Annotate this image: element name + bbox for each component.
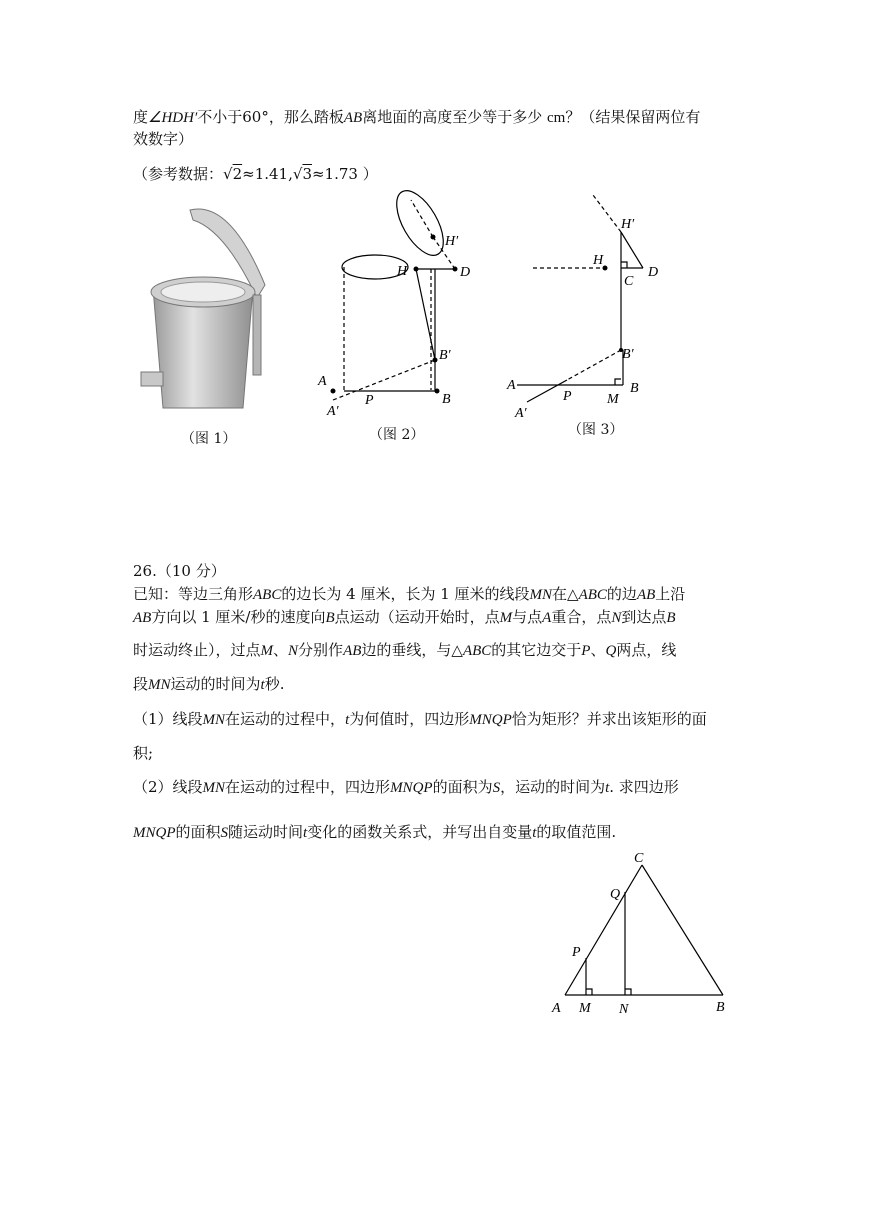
fig2-label-D: D	[460, 265, 471, 280]
question-1-line-1: （1）线段MN在运动的过程中，t为何值时，四边形MNQP恰为矩形？并求出该矩形的面	[133, 710, 707, 728]
problem-sentence-2: AB方向以 1 厘米/秒的速度向B点运动（运动开始时，点M与点A重合，点N到达点B	[133, 608, 676, 626]
reference-data: （参考数据：√2≈1.41,√3≈1.73 ）	[133, 165, 378, 183]
figure-1-caption: （图 1）	[181, 431, 237, 447]
fig2-label-A: A	[318, 374, 327, 389]
triangle-label-N: N	[619, 1002, 629, 1017]
fig2-label-A-prime: A′	[327, 404, 339, 419]
fig3-label-A: A	[507, 378, 516, 393]
fig3-label-M: M	[607, 392, 619, 407]
problem-sentence-1: 已知：等边三角形ABC的边长为 4 厘米，长为 1 厘米的线段MN在△ABC的边AB上沿	[133, 585, 686, 603]
fig3-label-B-prime: B′	[622, 347, 634, 362]
triangle-label-Q: Q	[610, 887, 621, 902]
fig3-label-D: D	[648, 265, 659, 280]
fig3-label-H: H	[593, 253, 604, 268]
figure-2-caption: （图 2）	[369, 427, 425, 443]
fig2-label-B: B	[442, 392, 451, 407]
triangle-label-M: M	[579, 1001, 591, 1016]
fig2-label-H-prime: H′	[445, 234, 459, 249]
triangle-label-B: B	[716, 1000, 725, 1015]
intro-line-1: 度∠HDH′不小于60°，那么踏板AB离地面的高度至少等于多少 cm？（结果保留两位有	[133, 108, 701, 126]
fig3-label-C: C	[624, 274, 634, 289]
fig3-label-H-prime: H′	[621, 217, 635, 232]
sqrt-sign: √2	[223, 165, 243, 183]
problem-sentence-4: 段MN运动的时间为t秒.	[133, 675, 285, 693]
fig3-label-B: B	[630, 381, 639, 396]
figure-3-caption: （图 3）	[568, 422, 624, 438]
problem-number: 26.（10 分）	[133, 562, 226, 580]
triangle-label-P: P	[572, 945, 581, 960]
fig3-label-A-prime: A′	[515, 406, 527, 421]
problem-sentence-3: 时运动终止），过点M、N分别作AB边的垂线，与△ABC的其它边交于P、Q两点，线	[133, 641, 677, 659]
triangle-label-C: C	[634, 851, 644, 866]
question-1-line-2: 积;	[133, 744, 154, 762]
question-2-line-2: MNQP的面积S随运动时间t变化的函数关系式，并写出自变量t的取值范围.	[133, 823, 617, 841]
fig3-label-P: P	[563, 389, 572, 404]
intro-line-2: 效数字）	[133, 130, 194, 148]
figure-2-diagram	[315, 185, 515, 425]
question-2-line-1: （2）线段MN在运动的过程中，四边形MNQP的面积为S，运动的时间为t. 求四边形	[133, 778, 679, 796]
figure-3-diagram	[505, 190, 685, 420]
triangle-abc-figure	[548, 850, 748, 1020]
fig2-label-H: H	[397, 264, 408, 279]
fig2-label-B-prime: B′	[439, 348, 451, 363]
figure-1-trash-can	[135, 200, 275, 420]
fig2-label-P: P	[365, 393, 374, 408]
triangle-label-A: A	[552, 1001, 561, 1016]
